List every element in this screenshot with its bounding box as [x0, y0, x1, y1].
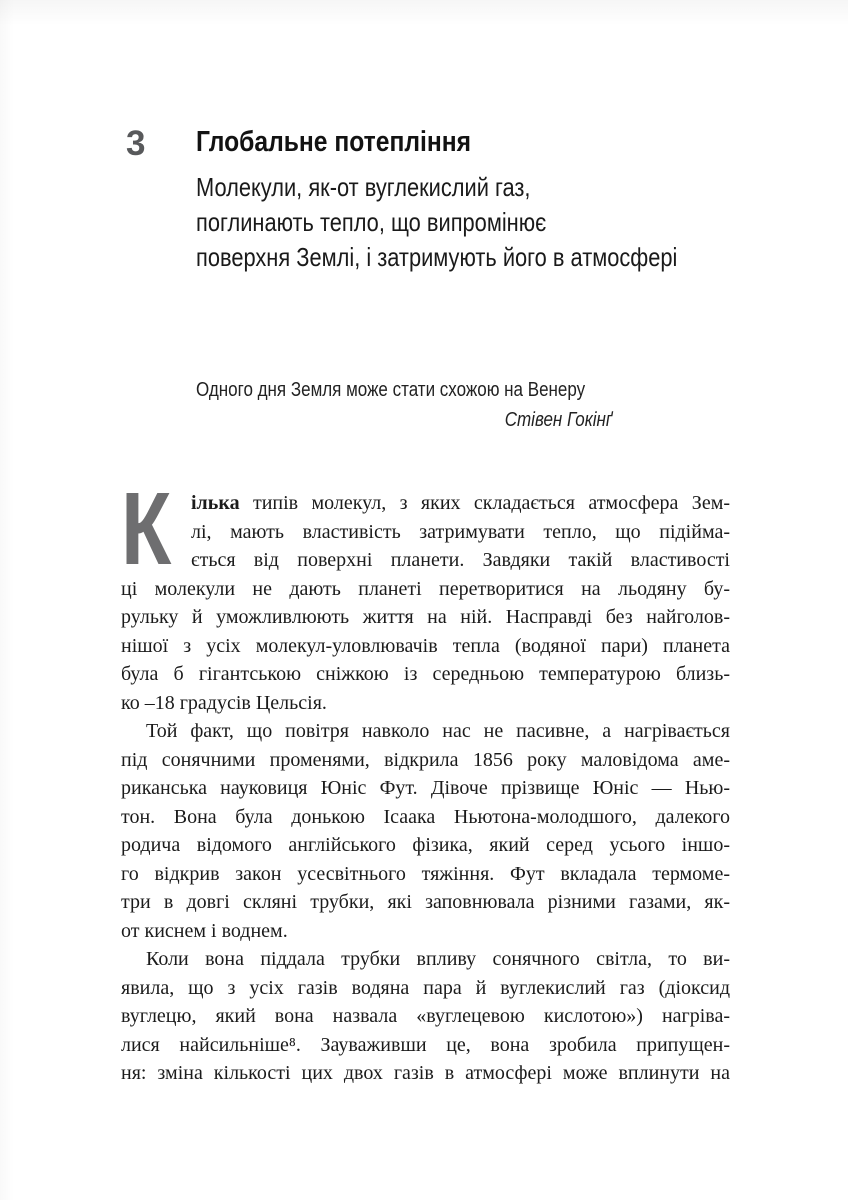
- paragraph: [121, 471, 731, 717]
- body-line: лі, мають властивість затримувати тепло, що підійма-: [191, 520, 730, 543]
- paragraph: [121, 717, 730, 945]
- chapter-number: 3: [126, 124, 146, 163]
- body-line: тон. Вона була донькою Ісаака Ньютона-молодшого, далекого: [121, 805, 730, 828]
- scan-edge-left: [0, 0, 14, 1200]
- body-line-text: типів молекул, з яких складається атмосфера Зем-: [252, 492, 731, 514]
- body-line: го відкрив закон усесвітнього тяжіння. Фут вкладала термоме-: [121, 862, 730, 885]
- epigraph: [196, 378, 612, 433]
- body-line: ня: зміна кількості цих двох газів в атмосфері може вплинути на: [121, 1062, 730, 1084]
- epigraph-attribution: Стівен Гокінґ: [504, 409, 612, 431]
- body-text: [121, 471, 731, 1088]
- body-line: родича відомого англійського фізика, який серед усього іншо-: [121, 834, 730, 856]
- body-line: три в довгі скляні трубки, які заповнювала різними газами, як-: [121, 891, 730, 913]
- body-line: ці молекули не дають планеті перетворитися на льодяну бу-: [121, 577, 730, 600]
- body-line: вуглецю, який вона назвала «вуглецевою кислотою») нагріва-: [121, 1005, 730, 1027]
- drop-cap-letter: К: [121, 471, 172, 586]
- body-line: Коли вона піддала трубки впливу сонячного світла, то ви-: [146, 948, 730, 970]
- body-line: була б гігантською сніжкою із середньою температурою близь-: [121, 663, 730, 685]
- paragraph: [121, 945, 730, 1088]
- epigraph-quote: Одного дня Земля може стати схожою на Венеру: [196, 379, 586, 401]
- body-line: нішої з усіх молекул-уловлювачів тепла (водяної пари) планета: [121, 634, 730, 657]
- scan-edge-top: [0, 0, 848, 26]
- body-line: під сонячними променями, відкрила 1856 року маловідома аме-: [121, 748, 730, 771]
- chapter-subtitle-line: поверхня Землі, і затримують його в атмосфері: [196, 242, 678, 272]
- chapter-subtitle-line: Молекули, як-от вуглекислий газ,: [196, 172, 531, 202]
- chapter-subtitle: [196, 170, 677, 275]
- body-line: от киснем і воднем.: [121, 919, 288, 942]
- body-line: ко –18 градусів Цельсія.: [121, 691, 327, 714]
- body-line: Той факт, що повітря навколо нас не пасивне, а нагрівається: [146, 720, 730, 742]
- chapter-subtitle-line: поглинають тепло, що випромінює: [196, 207, 547, 237]
- body-line: [191, 489, 730, 518]
- body-line: явила, що з усіх газів водяна пара й вуглекислий газ (діоксид: [121, 976, 730, 999]
- body-line: рульку й уможливлюють життя на ній. Насправді без найголов-: [121, 606, 730, 628]
- body-line: ється від поверхні планети. Завдяки такій властивості: [191, 549, 730, 571]
- body-line: риканська науковиця Юніс Фут. Дівоче прізвище Юніс — Нью-: [121, 777, 730, 799]
- chapter-title: Глобальне потепління: [196, 126, 472, 158]
- body-line: лися найсильніше⁸. Зауваживши це, вона зробила припущен-: [121, 1033, 730, 1056]
- lead-word: ілька: [191, 492, 240, 514]
